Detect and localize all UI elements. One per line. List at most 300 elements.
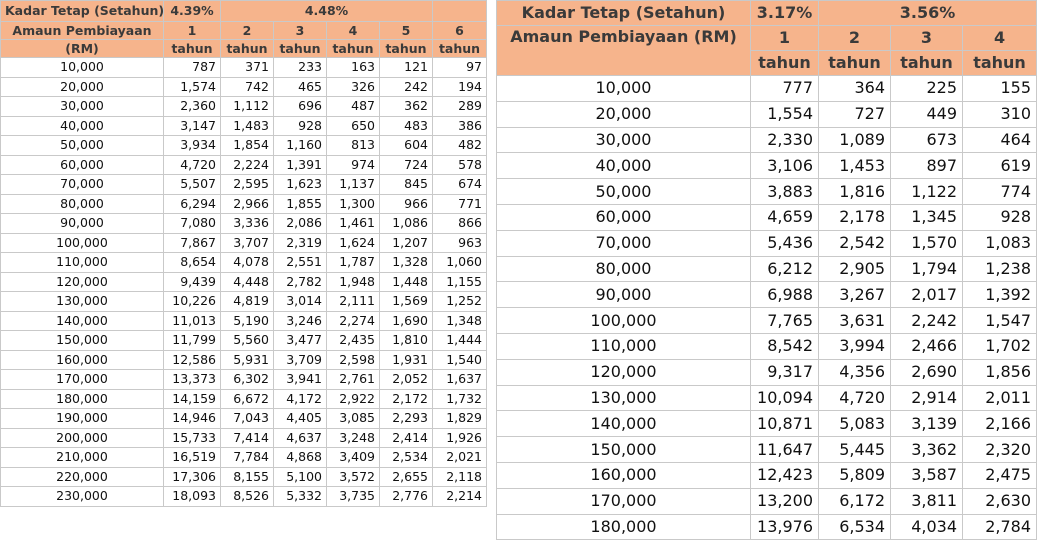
table-row [497, 230, 1037, 256]
financing-amount-cell: 220,000 [1, 467, 164, 487]
monthly-installment-cell: 928 [963, 204, 1037, 230]
monthly-installment-cell: 2,966 [221, 194, 274, 214]
monthly-installment-cell: 2,274 [327, 311, 380, 331]
left-table-body [1, 58, 487, 507]
table-row [1, 331, 487, 351]
monthly-installment-cell: 4,405 [274, 409, 327, 429]
monthly-installment-cell: 1,624 [327, 233, 380, 253]
table-row [497, 76, 1037, 102]
monthly-installment-cell: 604 [380, 136, 433, 156]
monthly-installment-cell: 8,542 [751, 333, 819, 359]
table-row [497, 385, 1037, 411]
table-row [497, 359, 1037, 385]
rate-header-empty [433, 1, 487, 22]
amount-label-line1: Amaun Pembiayaan [1, 22, 164, 40]
table-row [1, 428, 487, 448]
table-row [497, 153, 1037, 179]
monthly-installment-cell: 1,392 [963, 282, 1037, 308]
monthly-installment-cell: 233 [274, 58, 327, 78]
rate-value: 4.39% [164, 1, 221, 22]
monthly-installment-cell: 1,569 [380, 292, 433, 312]
table-row [1, 77, 487, 97]
financing-amount-cell: 140,000 [497, 411, 751, 437]
monthly-installment-cell: 3,709 [274, 350, 327, 370]
monthly-installment-cell: 3,248 [327, 428, 380, 448]
financing-amount-cell: 20,000 [1, 77, 164, 97]
year-number: 2 [819, 26, 891, 51]
monthly-installment-cell: 1,540 [433, 350, 487, 370]
monthly-installment-cell: 5,332 [274, 487, 327, 507]
monthly-installment-cell: 483 [380, 116, 433, 136]
monthly-installment-cell: 3,409 [327, 448, 380, 468]
monthly-installment-cell: 11,799 [164, 331, 221, 351]
monthly-installment-cell: 2,914 [891, 385, 963, 411]
monthly-installment-cell: 771 [433, 194, 487, 214]
monthly-installment-cell: 3,707 [221, 233, 274, 253]
monthly-installment-cell: 1,931 [380, 350, 433, 370]
monthly-installment-cell: 8,155 [221, 467, 274, 487]
monthly-installment-cell: 5,809 [819, 462, 891, 488]
monthly-installment-cell: 2,360 [164, 97, 221, 117]
monthly-installment-cell: 1,328 [380, 253, 433, 273]
monthly-installment-cell: 3,106 [751, 153, 819, 179]
monthly-installment-cell: 4,356 [819, 359, 891, 385]
financing-amount-cell: 90,000 [497, 282, 751, 308]
year-unit: tahun [274, 40, 327, 58]
financing-amount-cell: 50,000 [1, 136, 164, 156]
monthly-installment-cell: 3,587 [891, 462, 963, 488]
monthly-installment-cell: 1,570 [891, 230, 963, 256]
monthly-installment-cell: 1,112 [221, 97, 274, 117]
monthly-installment-cell: 3,631 [819, 308, 891, 334]
financing-amount-cell: 160,000 [497, 462, 751, 488]
monthly-installment-cell: 5,190 [221, 311, 274, 331]
financing-amount-cell: 10,000 [1, 58, 164, 78]
financing-amount-cell: 20,000 [497, 101, 751, 127]
monthly-installment-cell: 2,630 [963, 488, 1037, 514]
financing-amount-cell: 50,000 [497, 179, 751, 205]
monthly-installment-cell: 15,733 [164, 428, 221, 448]
monthly-installment-cell: 7,867 [164, 233, 221, 253]
monthly-installment-cell: 13,976 [751, 514, 819, 540]
financing-amount-cell: 100,000 [497, 308, 751, 334]
monthly-installment-cell: 4,172 [274, 389, 327, 409]
financing-amount-cell: 210,000 [1, 448, 164, 468]
year-number: 4 [963, 26, 1037, 51]
monthly-installment-cell: 14,159 [164, 389, 221, 409]
financing-amount-cell: 40,000 [497, 153, 751, 179]
monthly-installment-cell: 2,111 [327, 292, 380, 312]
monthly-installment-cell: 1,690 [380, 311, 433, 331]
monthly-installment-cell: 866 [433, 214, 487, 234]
table-row [497, 462, 1037, 488]
monthly-installment-cell: 1,448 [380, 272, 433, 292]
monthly-installment-cell: 6,302 [221, 370, 274, 390]
rate-value: 4.48% [221, 1, 433, 22]
monthly-installment-cell: 12,586 [164, 350, 221, 370]
monthly-installment-cell: 3,362 [891, 437, 963, 463]
monthly-installment-cell: 2,178 [819, 204, 891, 230]
financing-amount-cell: 80,000 [1, 194, 164, 214]
monthly-installment-cell: 3,735 [327, 487, 380, 507]
year-number: 6 [433, 22, 487, 40]
table-row [1, 448, 487, 468]
table-row [1, 350, 487, 370]
year-header-row [1, 22, 487, 40]
monthly-installment-cell: 1,160 [274, 136, 327, 156]
table-row [1, 155, 487, 175]
financing-amount-cell: 10,000 [497, 76, 751, 102]
monthly-installment-cell: 724 [380, 155, 433, 175]
monthly-installment-cell: 7,043 [221, 409, 274, 429]
monthly-installment-cell: 619 [963, 153, 1037, 179]
monthly-installment-cell: 6,672 [221, 389, 274, 409]
monthly-installment-cell: 8,526 [221, 487, 274, 507]
rate-label: Kadar Tetap (Setahun) [497, 1, 751, 26]
monthly-installment-cell: 1,856 [963, 359, 1037, 385]
table-row [497, 333, 1037, 359]
monthly-installment-cell: 2,542 [819, 230, 891, 256]
monthly-installment-cell: 673 [891, 127, 963, 153]
monthly-installment-cell: 2,905 [819, 256, 891, 282]
financing-amount-cell: 60,000 [497, 204, 751, 230]
monthly-installment-cell: 1,207 [380, 233, 433, 253]
year-number: 5 [380, 22, 433, 40]
monthly-installment-cell: 4,720 [819, 385, 891, 411]
monthly-installment-cell: 845 [380, 175, 433, 195]
financing-amount-cell: 60,000 [1, 155, 164, 175]
monthly-installment-cell: 2,466 [891, 333, 963, 359]
monthly-installment-cell: 7,080 [164, 214, 221, 234]
rate-value: 3.17% [751, 1, 819, 26]
year-unit: tahun [819, 51, 891, 76]
financing-amount-cell: 100,000 [1, 233, 164, 253]
monthly-installment-cell: 2,761 [327, 370, 380, 390]
monthly-installment-cell: 4,448 [221, 272, 274, 292]
table-row [497, 127, 1037, 153]
monthly-installment-cell: 1,637 [433, 370, 487, 390]
monthly-installment-cell: 4,868 [274, 448, 327, 468]
monthly-installment-cell: 696 [274, 97, 327, 117]
monthly-installment-cell: 1,926 [433, 428, 487, 448]
monthly-installment-cell: 7,765 [751, 308, 819, 334]
year-unit: tahun [891, 51, 963, 76]
monthly-installment-cell: 1,348 [433, 311, 487, 331]
monthly-installment-cell: 2,319 [274, 233, 327, 253]
financing-amount-cell: 200,000 [1, 428, 164, 448]
amount-label-line2: (RM) [1, 40, 164, 58]
monthly-installment-cell: 3,477 [274, 331, 327, 351]
monthly-installment-cell: 1,391 [274, 155, 327, 175]
monthly-installment-cell: 1,816 [819, 179, 891, 205]
monthly-installment-cell: 2,922 [327, 389, 380, 409]
monthly-installment-cell: 1,060 [433, 253, 487, 273]
year-number: 1 [751, 26, 819, 51]
year-header-row [497, 26, 1037, 51]
table-row [1, 253, 487, 273]
table-row [497, 437, 1037, 463]
monthly-installment-cell: 3,147 [164, 116, 221, 136]
monthly-installment-cell: 2,118 [433, 467, 487, 487]
monthly-installment-cell: 386 [433, 116, 487, 136]
monthly-installment-cell: 18,093 [164, 487, 221, 507]
financing-amount-cell: 160,000 [1, 350, 164, 370]
monthly-installment-cell: 777 [751, 76, 819, 102]
monthly-installment-cell: 17,306 [164, 467, 221, 487]
monthly-installment-cell: 5,100 [274, 467, 327, 487]
monthly-installment-cell: 371 [221, 58, 274, 78]
monthly-installment-cell: 2,166 [963, 411, 1037, 437]
monthly-installment-cell: 1,794 [891, 256, 963, 282]
monthly-installment-cell: 1,554 [751, 101, 819, 127]
monthly-installment-cell: 1,137 [327, 175, 380, 195]
monthly-installment-cell: 650 [327, 116, 380, 136]
monthly-installment-cell: 364 [819, 76, 891, 102]
monthly-installment-cell: 2,776 [380, 487, 433, 507]
monthly-installment-cell: 1,787 [327, 253, 380, 273]
financing-amount-cell: 120,000 [1, 272, 164, 292]
year-unit-row [1, 40, 487, 58]
monthly-installment-cell: 4,720 [164, 155, 221, 175]
monthly-installment-cell: 6,212 [751, 256, 819, 282]
table-row [1, 389, 487, 409]
monthly-installment-cell: 2,011 [963, 385, 1037, 411]
monthly-installment-cell: 5,931 [221, 350, 274, 370]
monthly-installment-cell: 2,293 [380, 409, 433, 429]
financing-amount-cell: 70,000 [497, 230, 751, 256]
monthly-installment-cell: 2,534 [380, 448, 433, 468]
financing-amount-cell: 190,000 [1, 409, 164, 429]
table-row [1, 214, 487, 234]
monthly-installment-cell: 2,435 [327, 331, 380, 351]
monthly-installment-cell: 362 [380, 97, 433, 117]
monthly-installment-cell: 3,994 [819, 333, 891, 359]
monthly-installment-cell: 2,655 [380, 467, 433, 487]
table-row [1, 233, 487, 253]
monthly-installment-cell: 2,598 [327, 350, 380, 370]
table-row [497, 514, 1037, 540]
monthly-installment-cell: 1,444 [433, 331, 487, 351]
table-row [497, 282, 1037, 308]
financing-amount-cell: 70,000 [1, 175, 164, 195]
monthly-installment-cell: 9,317 [751, 359, 819, 385]
table-row [497, 308, 1037, 334]
monthly-installment-cell: 2,086 [274, 214, 327, 234]
monthly-installment-cell: 3,941 [274, 370, 327, 390]
year-number: 3 [891, 26, 963, 51]
monthly-installment-cell: 2,052 [380, 370, 433, 390]
monthly-installment-cell: 1,155 [433, 272, 487, 292]
monthly-installment-cell: 742 [221, 77, 274, 97]
monthly-installment-cell: 787 [164, 58, 221, 78]
rate-value: 3.56% [819, 1, 1037, 26]
table-row [1, 292, 487, 312]
monthly-installment-cell: 2,017 [891, 282, 963, 308]
monthly-installment-cell: 10,871 [751, 411, 819, 437]
left-financing-table [0, 0, 487, 507]
monthly-installment-cell: 11,647 [751, 437, 819, 463]
year-unit: tahun [164, 40, 221, 58]
monthly-installment-cell: 155 [963, 76, 1037, 102]
monthly-installment-cell: 3,267 [819, 282, 891, 308]
financing-amount-cell: 230,000 [1, 487, 164, 507]
monthly-installment-cell: 13,373 [164, 370, 221, 390]
monthly-installment-cell: 5,445 [819, 437, 891, 463]
year-unit: tahun [327, 40, 380, 58]
right-financing-table [496, 0, 1037, 540]
monthly-installment-cell: 1,810 [380, 331, 433, 351]
financing-amount-cell: 120,000 [497, 359, 751, 385]
monthly-installment-cell: 2,330 [751, 127, 819, 153]
table-row [497, 256, 1037, 282]
monthly-installment-cell: 13,200 [751, 488, 819, 514]
monthly-installment-cell: 3,934 [164, 136, 221, 156]
monthly-installment-cell: 6,294 [164, 194, 221, 214]
monthly-installment-cell: 242 [380, 77, 433, 97]
table-row [497, 411, 1037, 437]
financing-amount-cell: 110,000 [1, 253, 164, 273]
monthly-installment-cell: 1,732 [433, 389, 487, 409]
financing-amount-cell: 150,000 [1, 331, 164, 351]
monthly-installment-cell: 5,436 [751, 230, 819, 256]
monthly-installment-cell: 1,461 [327, 214, 380, 234]
monthly-installment-cell: 16,519 [164, 448, 221, 468]
financing-amount-cell: 130,000 [497, 385, 751, 411]
monthly-installment-cell: 10,226 [164, 292, 221, 312]
monthly-installment-cell: 3,085 [327, 409, 380, 429]
monthly-installment-cell: 10,094 [751, 385, 819, 411]
monthly-installment-cell: 326 [327, 77, 380, 97]
monthly-installment-cell: 2,551 [274, 253, 327, 273]
monthly-installment-cell: 5,083 [819, 411, 891, 437]
monthly-installment-cell: 2,414 [380, 428, 433, 448]
monthly-installment-cell: 1,300 [327, 194, 380, 214]
monthly-installment-cell: 1,453 [819, 153, 891, 179]
monthly-installment-cell: 928 [274, 116, 327, 136]
monthly-installment-cell: 4,078 [221, 253, 274, 273]
financing-amount-cell: 170,000 [497, 488, 751, 514]
year-unit: tahun [221, 40, 274, 58]
financing-amount-cell: 180,000 [497, 514, 751, 540]
year-number: 1 [164, 22, 221, 40]
monthly-installment-cell: 1,829 [433, 409, 487, 429]
table-row [1, 194, 487, 214]
monthly-installment-cell: 5,560 [221, 331, 274, 351]
year-unit: tahun [751, 51, 819, 76]
table-row [1, 311, 487, 331]
monthly-installment-cell: 1,948 [327, 272, 380, 292]
financing-amount-cell: 140,000 [1, 311, 164, 331]
table-row [1, 272, 487, 292]
monthly-installment-cell: 6,988 [751, 282, 819, 308]
rate-header-row [497, 1, 1037, 26]
year-number: 4 [327, 22, 380, 40]
monthly-installment-cell: 674 [433, 175, 487, 195]
financing-amount-cell: 110,000 [497, 333, 751, 359]
monthly-installment-cell: 310 [963, 101, 1037, 127]
monthly-installment-cell: 194 [433, 77, 487, 97]
monthly-installment-cell: 6,534 [819, 514, 891, 540]
monthly-installment-cell: 2,214 [433, 487, 487, 507]
monthly-installment-cell: 578 [433, 155, 487, 175]
table-row [1, 175, 487, 195]
monthly-installment-cell: 3,811 [891, 488, 963, 514]
monthly-installment-cell: 897 [891, 153, 963, 179]
financing-amount-cell: 150,000 [497, 437, 751, 463]
table-row [1, 97, 487, 117]
monthly-installment-cell: 1,702 [963, 333, 1037, 359]
monthly-installment-cell: 4,637 [274, 428, 327, 448]
monthly-installment-cell: 2,475 [963, 462, 1037, 488]
financing-amount-cell: 30,000 [1, 97, 164, 117]
monthly-installment-cell: 4,819 [221, 292, 274, 312]
year-number: 2 [221, 22, 274, 40]
rate-label: Kadar Tetap (Setahun) [1, 1, 164, 22]
table-row [1, 409, 487, 429]
monthly-installment-cell: 727 [819, 101, 891, 127]
monthly-installment-cell: 1,345 [891, 204, 963, 230]
monthly-installment-cell: 2,172 [380, 389, 433, 409]
monthly-installment-cell: 97 [433, 58, 487, 78]
monthly-installment-cell: 1,089 [819, 127, 891, 153]
financing-amount-cell: 80,000 [497, 256, 751, 282]
monthly-installment-cell: 7,784 [221, 448, 274, 468]
monthly-installment-cell: 8,654 [164, 253, 221, 273]
financing-amount-cell: 40,000 [1, 116, 164, 136]
monthly-installment-cell: 813 [327, 136, 380, 156]
financing-amount-cell: 170,000 [1, 370, 164, 390]
table-row [1, 136, 487, 156]
table-row [1, 467, 487, 487]
table-row [497, 179, 1037, 205]
monthly-installment-cell: 974 [327, 155, 380, 175]
amount-label: Amaun Pembiayaan (RM) [497, 26, 751, 76]
table-row [497, 204, 1037, 230]
monthly-installment-cell: 1,238 [963, 256, 1037, 282]
monthly-installment-cell: 4,034 [891, 514, 963, 540]
financing-amount-cell: 90,000 [1, 214, 164, 234]
monthly-installment-cell: 2,242 [891, 308, 963, 334]
monthly-installment-cell: 1,855 [274, 194, 327, 214]
monthly-installment-cell: 2,784 [963, 514, 1037, 540]
monthly-installment-cell: 2,320 [963, 437, 1037, 463]
monthly-installment-cell: 3,139 [891, 411, 963, 437]
year-number: 3 [274, 22, 327, 40]
monthly-installment-cell: 225 [891, 76, 963, 102]
monthly-installment-cell: 1,547 [963, 308, 1037, 334]
monthly-installment-cell: 3,572 [327, 467, 380, 487]
table-row [497, 488, 1037, 514]
monthly-installment-cell: 2,595 [221, 175, 274, 195]
monthly-installment-cell: 1,854 [221, 136, 274, 156]
year-unit: tahun [380, 40, 433, 58]
financing-amount-cell: 30,000 [497, 127, 751, 153]
monthly-installment-cell: 774 [963, 179, 1037, 205]
monthly-installment-cell: 1,252 [433, 292, 487, 312]
monthly-installment-cell: 2,690 [891, 359, 963, 385]
right-table-body [497, 76, 1037, 540]
monthly-installment-cell: 3,246 [274, 311, 327, 331]
year-unit: tahun [963, 51, 1037, 76]
monthly-installment-cell: 1,574 [164, 77, 221, 97]
monthly-installment-cell: 2,021 [433, 448, 487, 468]
monthly-installment-cell: 1,483 [221, 116, 274, 136]
monthly-installment-cell: 9,439 [164, 272, 221, 292]
monthly-installment-cell: 2,782 [274, 272, 327, 292]
financing-amount-cell: 130,000 [1, 292, 164, 312]
monthly-installment-cell: 482 [433, 136, 487, 156]
monthly-installment-cell: 3,336 [221, 214, 274, 234]
